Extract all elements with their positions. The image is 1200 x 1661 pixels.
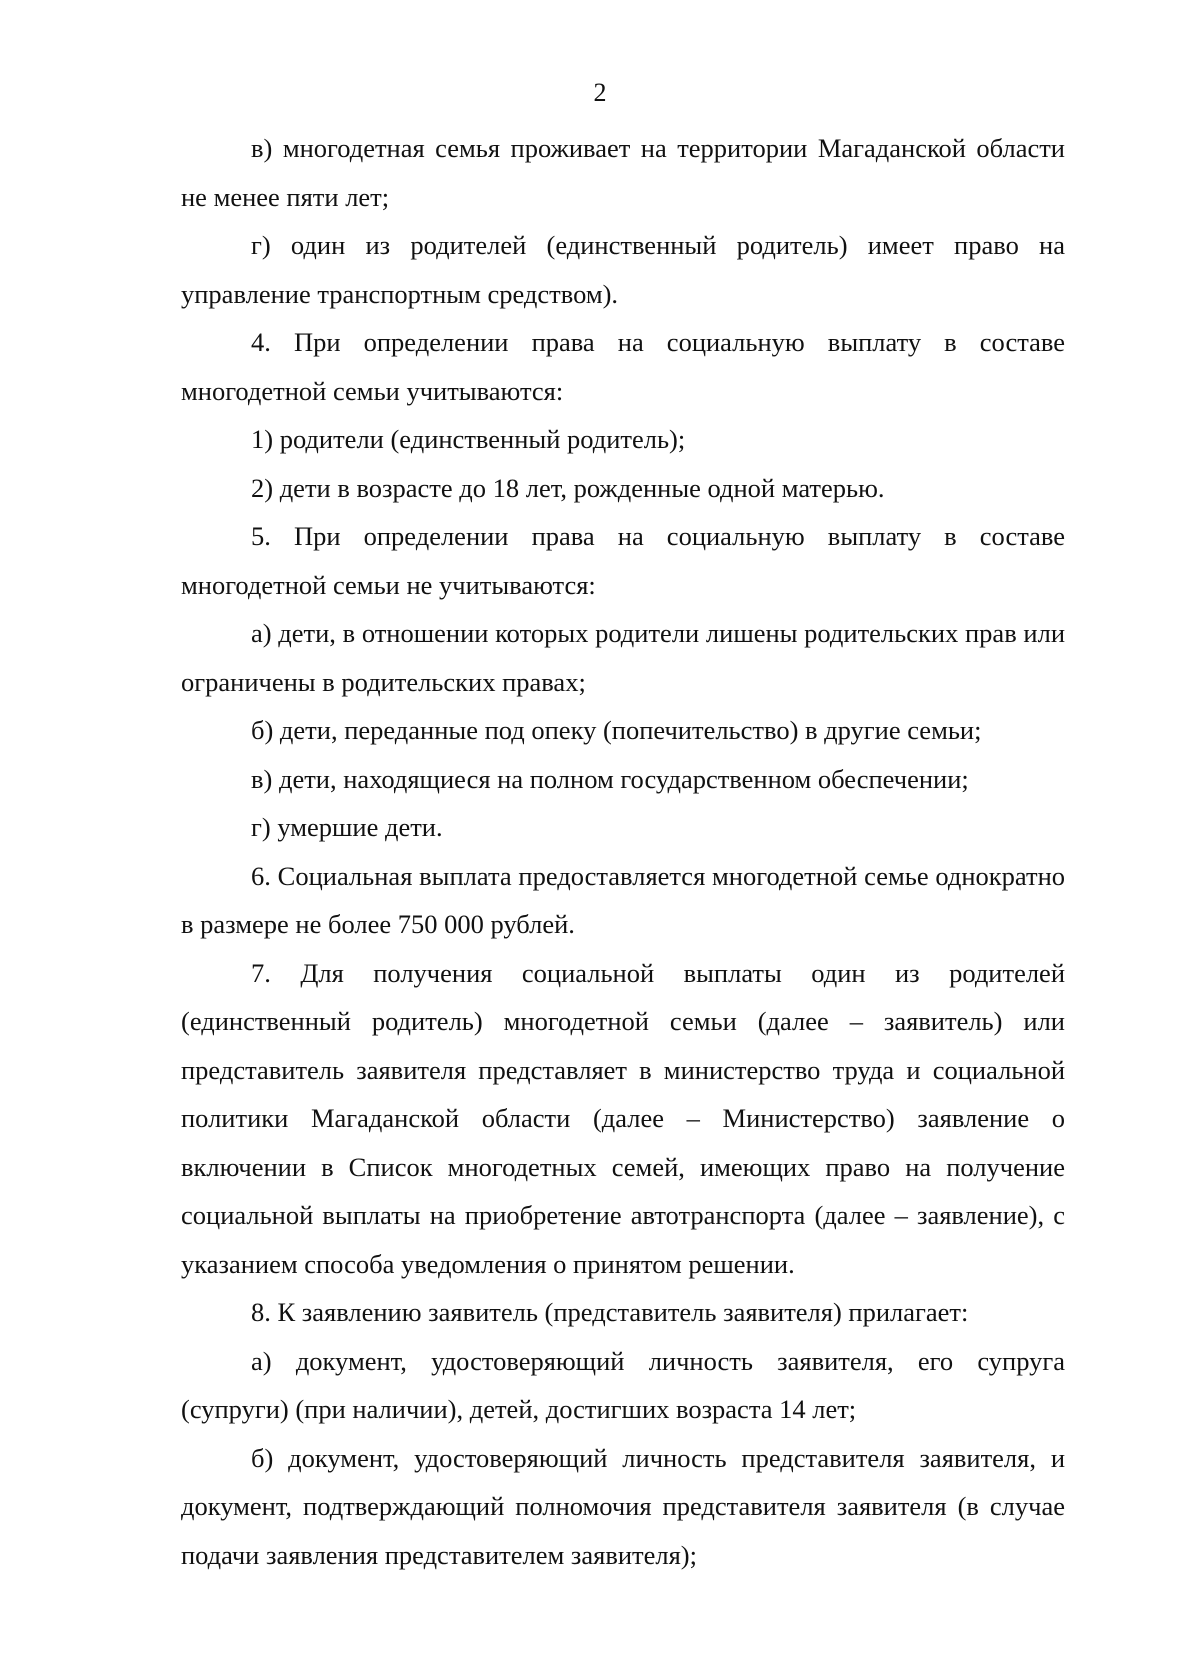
paragraph-5a: а) дети, в отношении которых родители лишены родительских прав или ограничены в родительских правах;	[181, 618, 1065, 697]
paragraph-5v: в) дети, находящиеся на полном государственном обеспечении;	[251, 763, 969, 794]
paragraph-8a: а) документ, удостоверяющий личность заявителя, его супруга (супруги) (при наличии), детей, достигших возраста 14 лет;	[181, 1345, 1065, 1424]
paragraph-3g: г) один из родителей (единственный родитель) имеет право на управление транспортным средством).	[181, 230, 1065, 309]
paragraph-6: 6. Социальная выплата предоставляется многодетной семье однократно в размере не более 750 000 рублей.	[181, 860, 1065, 939]
paragraph-4: 4. При определении права на социальную выплату в составе многодетной семьи учитываются:	[181, 327, 1065, 406]
paragraph-4-2: 2) дети в возрасте до 18 лет, рожденные одной матерью.	[251, 472, 885, 503]
paragraph-4-1: 1) родители (единственный родитель);	[251, 424, 686, 454]
paragraph-5b: б) дети, переданные под опеку (попечительство) в другие семьи;	[251, 715, 982, 745]
paragraph-5g: г) умершие дети.	[251, 812, 443, 842]
page-number: 2	[593, 78, 607, 107]
paragraph-5: 5. При определении права на социальную выплату в составе многодетной семьи не учитываются:	[181, 521, 1065, 600]
document-body	[181, 124, 1065, 1579]
paragraph-3v: в) многодетная семья проживает на территории Магаданской области не менее пяти лет;	[181, 133, 1065, 212]
paragraph-8: 8. К заявлению заявитель (представитель заявителя) прилагает:	[251, 1297, 969, 1327]
paragraph-8b: б) документ, удостоверяющий личность представителя заявителя, и документ, подтверждающий полномочия представителя заявителя (в случае подачи заявления представителем заявителя);	[181, 1442, 1065, 1570]
paragraph-7: 7. Для получения социальной выплаты один из родителей (единственный родитель) многодетной семьи (далее – заявитель) или представитель заявителя представляет в министерство труда и социальной политики Магаданской области (далее – Министерство) заявление о включении в Список многодетных семей, имеющих право на получение социальной выплаты на приобретение автотранспорта (далее – заявление), с указанием способа уведомления о принятом решении.	[181, 957, 1065, 1279]
